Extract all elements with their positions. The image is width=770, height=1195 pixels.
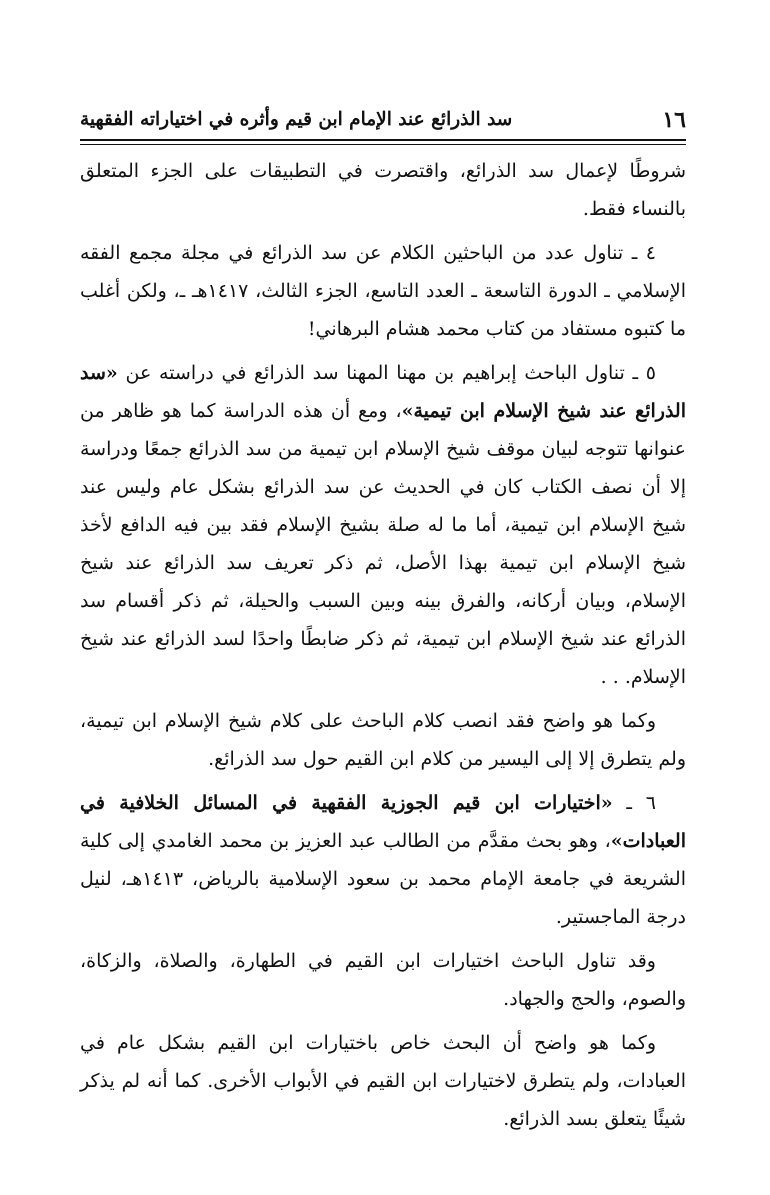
paragraph-item-4: ٤ ـ تناول عدد من الباحثين الكلام عن سد الذرائع في مجلة مجمع الفقه الإسلامي ـ الدورة التاسعة ـ العدد التاسع، الجزء الثالث، ١٤١٧هـ ـ، ولكن أغلب ما كتبوه مستفاد من كتاب محمد هشام البرهاني! [80, 242, 686, 340]
paragraph-comment-item-6: وكما هو واضح أن البحث خاص باختيارات ابن القيم بشكل عام في العبادات، ولم يتطرق لاختيارات ابن القيم في الأبواب الأخرى. كما أنه لم يذكر شيئًا يتعلق بسد الذرائع. [80, 1032, 686, 1130]
study-title-ibn-qayyim: «اختيارات ابن قيم الجوزية الفقهية في المسائل الخلافية في العبادات» [80, 792, 686, 852]
page-number: ١٦ [662, 107, 686, 133]
paragraph-item-5-body: ، ومع أن هذه الدراسة كما هو ظاهر من عنوانها تتوجه لبيان موقف شيخ الإسلام ابن تيمية من سد الذرائع جمعًا ودراسة إلا أن نصف الكتاب كان في الحديث عن سد الذرائع بشكل عام وليس عند شيخ الإسلام ابن تيمية، أما ما له صلة بشيخ الإسلام فقد بين فيه الدافع لأخذ شيخ الإسلام ابن تيمية بهذا الأصل، ثم ذكر تعريف سد الذرائع عند شيخ الإسلام، وبيان أركانه، والفرق بينه وبين السبب والحيلة، ثم ذكر أقسام سد الذرائع عند شيخ الإسلام ابن تيمية، ثم ذكر ضابطًا واحدًا لسد الذرائع عند شيخ الإسلام. . . [80, 400, 686, 688]
running-title: سد الذرائع عند الإمام ابن قيم وأثره في اختياراته الفقهية [80, 109, 513, 130]
paragraph-item-6 [80, 784, 686, 936]
paragraph-item-5-intro: ٥ ـ تناول الباحث إبراهيم بن مهنا المهنا سد الذرائع في دراسته عن [117, 362, 656, 384]
paragraph-scope-item-6: وقد تناول الباحث اختيارات ابن القيم في الطهارة، والصلاة، والزكاة، والصوم، والحج والجهاد. [80, 950, 686, 1010]
header-rule-thin [80, 144, 686, 145]
paragraph-comment-item-5: وكما هو واضح فقد انصب كلام الباحث على كلام شيخ الإسلام ابن تيمية، ولم يتطرق إلا إلى اليسير من كلام ابن القيم حول سد الذرائع. [80, 710, 686, 770]
page-header [80, 102, 686, 138]
paragraph-item-6-number: ٦ ـ [612, 792, 656, 814]
paragraph-item-6-body: ، وهو بحث مقدَّم من الطالب عبد العزيز بن محمد الغامدي إلى كلية الشريعة في جامعة الإمام محمد بن سعود الإسلامية بالرياض، ١٤١٣هـ، لنيل درجة الماجستير. [80, 830, 686, 928]
study-title-ibn-taymiyyah: «سد الذرائع عند شيخ الإسلام ابن تيمية» [80, 362, 687, 422]
paragraph-item-5 [80, 354, 686, 696]
header-rule-thick [80, 139, 686, 141]
body-text [80, 152, 686, 1144]
paragraph-continuation: شروطًا لإعمال سد الذرائع، واقتصرت في التطبيقات على الجزء المتعلق بالنساء فقط. [80, 160, 686, 220]
